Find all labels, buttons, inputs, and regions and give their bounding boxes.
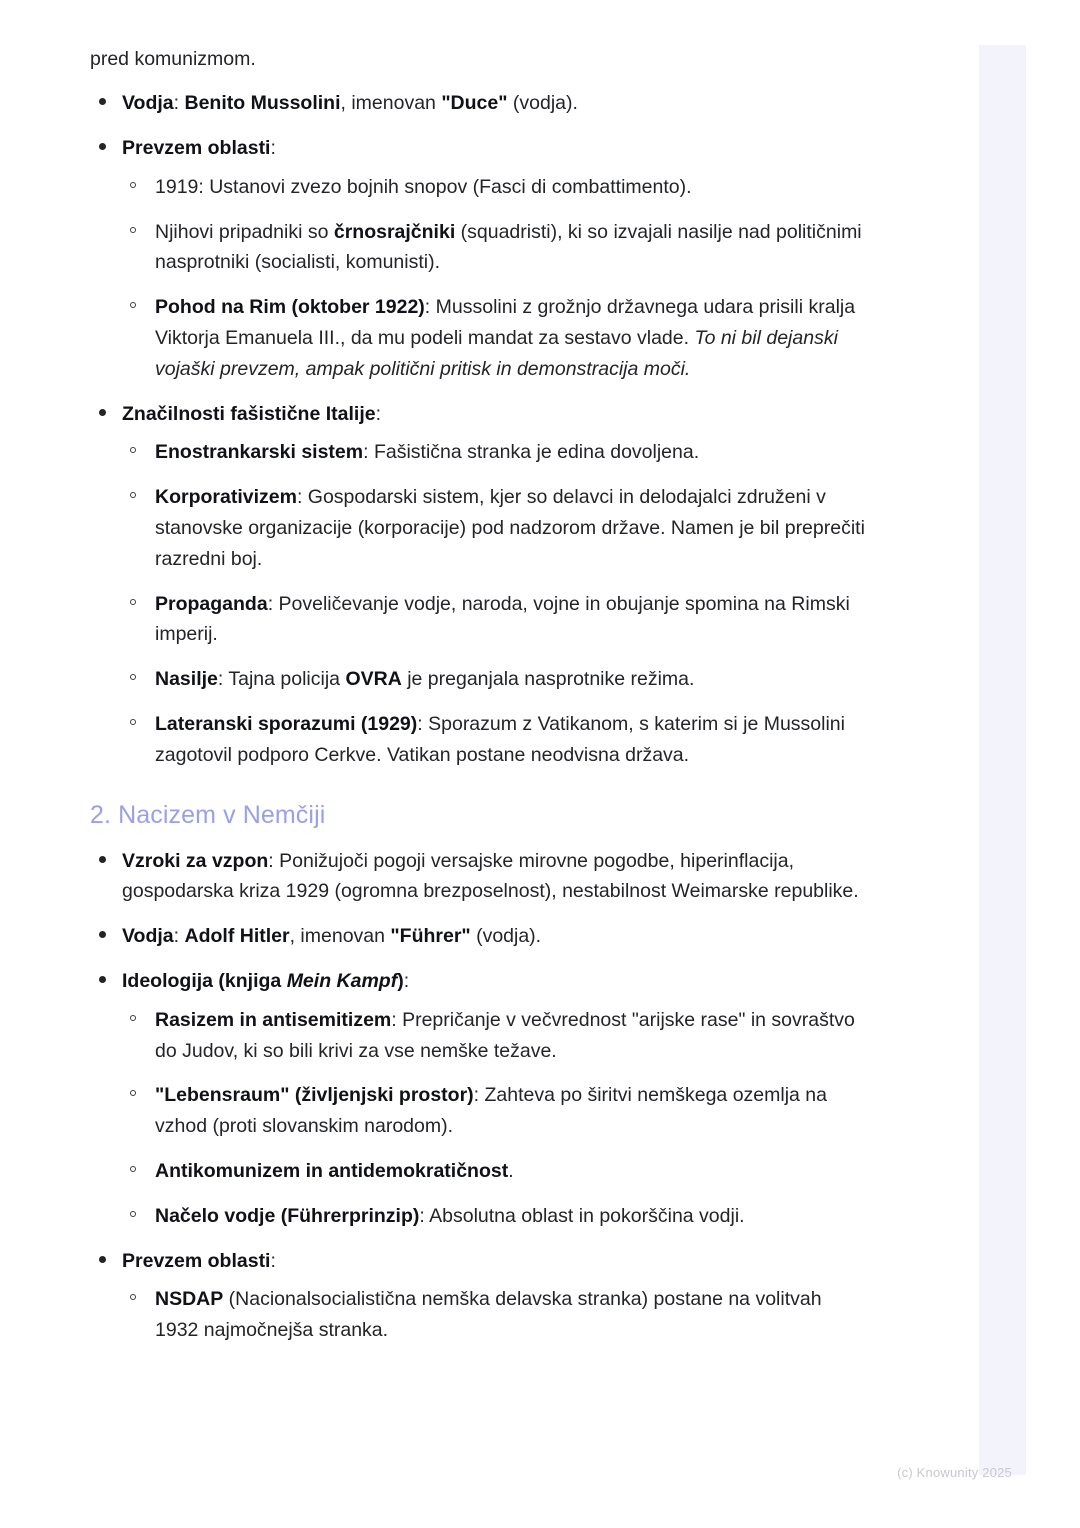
hollow-bullet-icon	[130, 674, 136, 680]
bullet-icon	[99, 409, 106, 416]
hollow-bullet-icon	[130, 302, 136, 308]
sub-list-item	[122, 1201, 870, 1232]
sub-list-item-text: Korporativizem: Gospodarski sistem, kjer so delavci in delodajalci združeni v stanovske organizacije (korporacije) pod nadzorom države. Namen je bil preprečiti razredni boj.	[155, 486, 865, 570]
list-item-text: Vodja: Adolf Hitler, imenovan "Führer" (vodja).	[122, 925, 542, 948]
bullet-icon	[99, 143, 106, 150]
bullet-icon	[99, 976, 106, 983]
sub-list-item-text: NSDAP (Nacionalsocialistična nemška delavska stranka) postane na volitvah 1932 najmočnejša stranka.	[155, 1288, 822, 1342]
sub-list-item	[122, 217, 870, 279]
bullet-icon	[99, 98, 106, 105]
document-content	[90, 44, 870, 1360]
list-item-text: Ideologija (knjiga Mein Kampf):	[122, 969, 410, 992]
hollow-bullet-icon	[130, 1294, 136, 1300]
hollow-bullet-icon	[130, 1015, 136, 1021]
sub-list-item	[122, 709, 870, 771]
list-item	[90, 399, 870, 771]
watermark: (c) Knowunity 2025	[897, 1465, 1012, 1480]
list-item-text: Vodja: Benito Mussolini, imenovan "Duce" (vodja).	[122, 92, 578, 115]
hollow-bullet-icon	[130, 492, 136, 498]
hollow-bullet-icon	[130, 447, 136, 453]
hollow-bullet-icon	[130, 1090, 136, 1096]
section-heading-nacizem: 2. Nacizem v Nemčiji	[90, 800, 326, 829]
list-item-text: Značilnosti fašistične Italije:	[122, 402, 381, 425]
hollow-bullet-icon	[130, 719, 136, 725]
list-item	[90, 133, 870, 385]
section-2-list	[90, 846, 870, 1346]
hollow-bullet-icon	[130, 227, 136, 233]
sub-list	[122, 172, 870, 385]
sub-list-item-text: Propaganda: Poveličevanje vodje, naroda, vojne in obujanje spomina na Rimski imperij.	[155, 592, 850, 646]
sub-list-item-text: Nasilje: Tajna policija OVRA je preganjala nasprotnike režima.	[155, 668, 695, 691]
sub-list-item	[122, 482, 870, 574]
sub-list-item-text: Načelo vodje (Führerprinzip): Absolutna oblast in pokorščina vodji.	[155, 1204, 745, 1227]
list-item	[90, 1246, 870, 1346]
bullet-icon	[99, 931, 106, 938]
hollow-bullet-icon	[130, 1211, 136, 1217]
list-item	[90, 921, 870, 952]
hollow-bullet-icon	[130, 599, 136, 605]
sub-list-item	[122, 1080, 870, 1142]
section-1-list	[90, 88, 870, 770]
sub-list-item	[122, 172, 870, 203]
list-item-text: Prevzem oblasti:	[122, 137, 276, 160]
sub-list-item-text: Njihovi pripadniki so črnosrajčniki (squadristi), ki so izvajali nasilje nad političnimi nasprotniki (socialisti, komunisti).	[155, 220, 862, 274]
list-item	[90, 966, 870, 1232]
sub-list-item	[122, 1284, 870, 1346]
bullet-icon	[99, 856, 106, 863]
sub-list-item-text: Pohod na Rim (oktober 1922): Mussolini z grožnjo državnega udara prisili kralja Viktorja Emanuela III., da mu podeli mandat za sestavo vlade. To ni bil dejanski vojaški prevzem, ampak politični pritisk in demonstracija moči.	[155, 296, 856, 380]
sub-list-item-text: Antikomunizem in antidemokratičnost.	[155, 1159, 514, 1182]
sub-list-item	[122, 437, 870, 468]
sub-list-item	[122, 1005, 870, 1067]
sub-list-item-text: Rasizem in antisemitizem: Prepričanje v večvrednost "arijske rase" in sovraštvo do Judov, ki so bili krivi za vse nemške težave.	[155, 1008, 855, 1062]
sub-list	[122, 1284, 870, 1346]
sub-list-item-text: Lateranski sporazumi (1929): Sporazum z Vatikanom, s katerim si je Mussolini zagotovil podporo Cerkve. Vatikan postane neodvisna država.	[155, 712, 845, 766]
sub-list-item-text: "Lebensraum" (življenjski prostor): Zahteva po širitvi nemškega ozemlja na vzhod (proti slovanskim narodom).	[155, 1084, 827, 1138]
sub-list-item-text: Enostrankarski sistem: Fašistična stranka je edina dovoljena.	[155, 441, 700, 464]
hollow-bullet-icon	[130, 1166, 136, 1172]
list-item	[90, 88, 870, 119]
bullet-icon	[99, 1256, 106, 1263]
sub-list-item	[122, 589, 870, 651]
sub-list	[122, 437, 870, 770]
sub-list	[122, 1005, 870, 1232]
sub-list-item-text: 1919: Ustanovi zvezo bojnih snopov (Fasci di combattimento).	[155, 175, 692, 198]
list-item-text: Prevzem oblasti:	[122, 1249, 276, 1272]
sub-list-item	[122, 292, 870, 384]
page-accent-bar-outer	[979, 45, 1026, 1475]
list-item	[90, 846, 870, 908]
sub-list-item	[122, 664, 870, 695]
hollow-bullet-icon	[130, 182, 136, 188]
sub-list-item	[122, 1156, 870, 1187]
intro-paragraph: pred komunizmom.	[90, 48, 256, 70]
list-item-text: Vzroki za vzpon: Ponižujoči pogoji versajske mirovne pogodbe, hiperinflacija, gospodarska kriza 1929 (ogromna brezposelnost), nestabilnost Weimarske republike.	[122, 849, 859, 903]
